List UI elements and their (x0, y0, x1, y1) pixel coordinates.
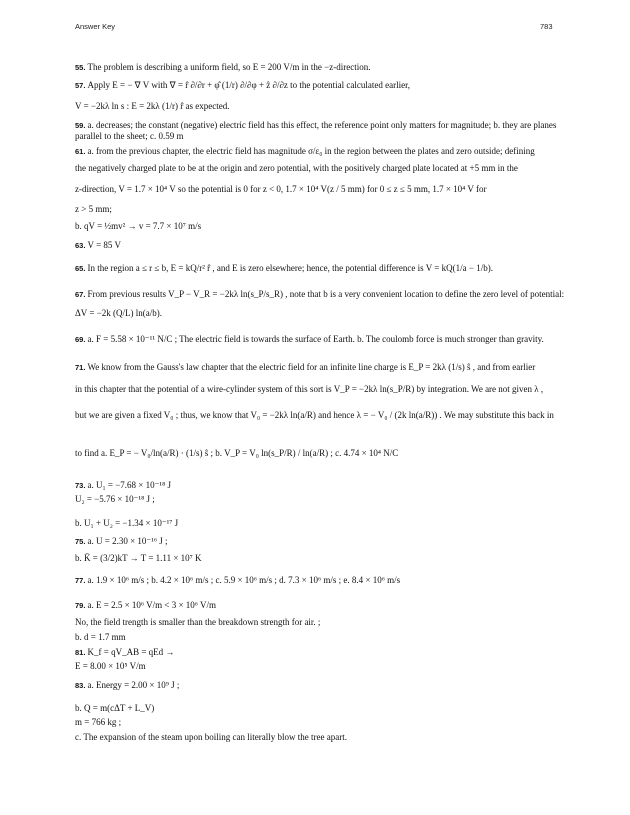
answer-number: 75. (75, 537, 88, 546)
answer-text: No, the field trength is smaller than the breakdown strength for air. ; (75, 617, 321, 627)
answer-text: a. F = 5.58 × 10⁻¹¹ N/C ; The electric field is towards the surface of Earth. b. The coulomb force is much stronger than gravity. (87, 334, 544, 344)
answer-text: a. E = 2.5 × 10⁶ V/m < 3 × 10⁶ V/m (87, 600, 217, 610)
answer-text: K_f = qV_AB = qEd → (87, 647, 175, 657)
answer-number: 79. (75, 601, 88, 610)
answer-number: 63. (75, 241, 88, 250)
answer-text: in this chapter that the potential of a wire-cylinder system of this sort is V_P = −2kλ ln(s_P/R) by integration. We are not given λ , (75, 384, 544, 394)
answer-line (75, 163, 565, 174)
answer-line (75, 240, 565, 251)
answer-line (75, 494, 565, 505)
answer-number: 59. (75, 121, 88, 130)
answer-text: b. qV = ½mv² → v = 7.7 × 10⁷ m/s (75, 221, 202, 231)
answer-line (75, 62, 565, 73)
answer-text: a. U = 2.30 × 10⁻¹⁶ J ; (87, 536, 168, 546)
answer-text: m = 766 kg ; (75, 717, 122, 727)
answer-line (75, 600, 565, 611)
answer-text: From previous results V_P − V_R = −2kλ ln(s_P/s_R) , note that b is a very convenient location to define the zero level of potential: (87, 289, 565, 299)
answer-line (75, 184, 565, 195)
answer-text: b. U₁ + U₂ = −1.34 × 10⁻¹⁷ J (75, 518, 179, 528)
answer-text: a. from the previous chapter, the electric field has magnitude σ/ε₀ in the region between the plates and zero outside; defining (87, 146, 535, 156)
answer-line (75, 101, 565, 112)
answer-line (75, 717, 565, 728)
answer-text: z-direction, V = 1.7 × 10⁴ V so the potential is 0 for z < 0, 1.7 × 10⁴ V(z / 5 mm) for 0 ≤ z ≤ 5 mm, 1.7 × 10⁴ V for (75, 184, 487, 194)
answer-number: 81. (75, 648, 88, 657)
answer-line (75, 263, 565, 274)
answer-line (75, 553, 565, 564)
answer-text: In the region a ≤ r ≤ b, E = kQ/r² r̂ , and E is zero elsewhere; hence, the potential difference is V = kQ(1/a − 1/b). (87, 263, 493, 273)
answer-line (75, 289, 565, 300)
answer-line (75, 518, 565, 529)
answer-text: The problem is describing a uniform field, so E = 200 V/m in the −z-direction. (87, 62, 371, 72)
answer-text: b. d = 1.7 mm (75, 632, 126, 642)
page-number: 783 (540, 22, 553, 31)
answer-text: the negatively charged plate to be at the origin and zero potential, with the positively charged plate located at +5 mm in the (75, 163, 518, 173)
answer-number: 61. (75, 147, 88, 156)
answer-line (75, 221, 565, 232)
answer-text: U₂ = −5.76 × 10⁻¹⁸ J ; (75, 494, 155, 504)
answer-text: V = −2kλ ln s : E = 2kλ (1/r) r̂ as expected. (75, 101, 230, 111)
answer-text: a. Energy = 2.00 × 10⁹ J ; (87, 680, 180, 690)
answer-line (75, 334, 565, 345)
answer-line (75, 703, 565, 714)
answer-line (75, 480, 565, 491)
answer-line (75, 536, 565, 547)
answer-line (75, 362, 565, 373)
answer-number: 77. (75, 576, 88, 585)
answer-number: 55. (75, 63, 88, 72)
answer-number: 71. (75, 363, 88, 372)
answer-text: b. K̄ = (3/2)kT → T = 1.11 × 10⁷ K (75, 553, 202, 563)
answer-text: Apply E = − ∇ V with ∇ = r̂ ∂/∂r + φ̂ (1/r) ∂/∂φ + ẑ ∂/∂z to the potential calculated earlier, (87, 80, 410, 90)
answer-line (75, 632, 565, 643)
answer-number: 57. (75, 81, 88, 90)
answer-text: but we are given a fixed V₀ ; thus, we know that V₀ = −2kλ ln(a/R) and hence λ = − V₀ / (2k ln(a/R)) . We may substitute this back in (75, 410, 554, 420)
answer-line (75, 384, 565, 395)
answer-line (75, 661, 565, 672)
answer-text: a. decreases; the constant (negative) electric field has this effect, the reference point only matters for magnitude; b. they are planes parallel to the sheet; c. 0.59 m (75, 120, 557, 141)
answer-text: c. The expansion of the steam upon boiling can literally blow the tree apart. (75, 732, 347, 742)
answer-number: 67. (75, 290, 88, 299)
answer-text: to find a. E_P = − V₀/ln(a/R) · (1/s) ŝ ; b. V_P = V₀ ln(s_P/R) / ln(a/R) ; c. 4.74 × 10⁴ N/C (75, 448, 399, 458)
answer-line (75, 410, 565, 421)
answer-text: V = 85 V (87, 240, 122, 250)
answer-text: b. Q = m(cΔT + L_V) (75, 703, 155, 713)
answer-line (75, 120, 565, 142)
answer-text: ΔV = −2k (Q/L) ln(a/b). (75, 308, 163, 318)
answer-line (75, 680, 565, 691)
answer-line (75, 308, 565, 319)
answer-number: 65. (75, 264, 88, 273)
answer-text: a. 1.9 × 10⁶ m/s ; b. 4.2 × 10⁶ m/s ; c. 5.9 × 10⁶ m/s ; d. 7.3 × 10⁶ m/s ; e. 8.4 × 10⁶ m/s (87, 575, 401, 585)
answer-line (75, 732, 565, 743)
answer-line (75, 617, 565, 628)
answer-text: z > 5 mm; (75, 204, 112, 214)
answer-number: 69. (75, 335, 88, 344)
answer-line (75, 204, 565, 215)
answer-text: E = 8.00 × 10⁵ V/m (75, 661, 146, 671)
answer-line (75, 80, 565, 91)
answer-number: 73. (75, 481, 88, 490)
answer-line (75, 575, 565, 586)
answer-text: We know from the Gauss's law chapter that the electric field for an infinite line charge is E_P = 2kλ (1/s) ŝ , and from earlier (87, 362, 536, 372)
running-header: Answer Key (75, 22, 116, 31)
answer-number: 83. (75, 681, 88, 690)
answer-text: a. U₁ = −7.68 × 10⁻¹⁸ J (87, 480, 171, 490)
answer-line (75, 146, 565, 157)
answer-line (75, 448, 565, 459)
answer-line (75, 647, 565, 658)
